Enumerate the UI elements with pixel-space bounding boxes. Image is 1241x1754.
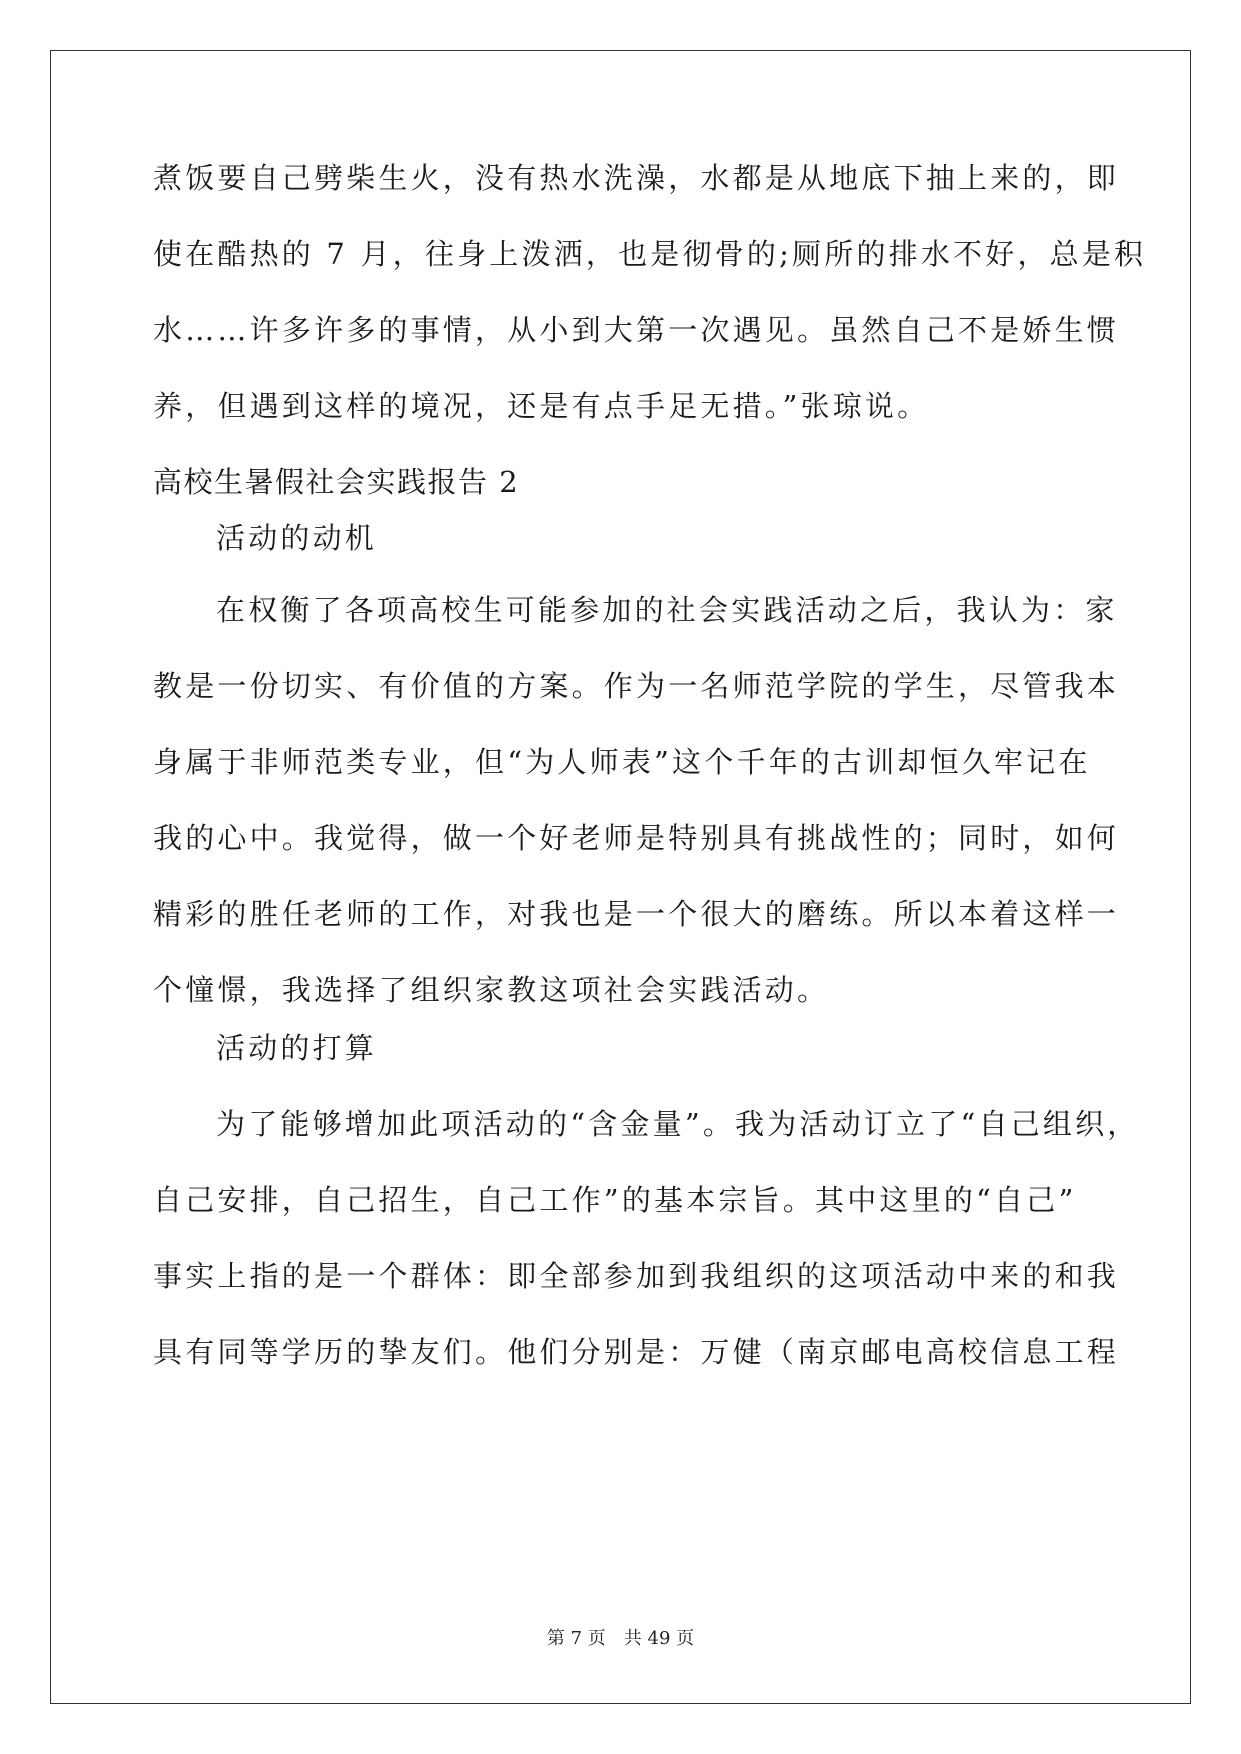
paragraph-line: 我的心中。我觉得，做一个好老师是特别具有挑战性的；同时，如何 xyxy=(153,821,1120,855)
paragraph-line: 精彩的胜任老师的工作，对我也是一个很大的磨练。所以本着这样一 xyxy=(153,897,1120,931)
paragraph-line: 使在酷热的 7 月，往身上泼洒，也是彻骨的;厕所的排水不好，总是积 xyxy=(153,237,1147,271)
section-subheading: 活动的打算 xyxy=(216,1031,378,1065)
paragraph-line: 在权衡了各项高校生可能参加的社会实践活动之后，我认为：家 xyxy=(216,593,1118,627)
paragraph-line: 自己安排，自己招生，自己工作”的基本宗旨。其中这里的“自己” xyxy=(153,1183,1077,1217)
paragraph-line: 具有同等学历的挚友们。他们分别是：万健（南京邮电高校信息工程 xyxy=(153,1335,1120,1369)
page-border xyxy=(50,50,1191,1704)
page-number: 第 7 页 共 49 页 xyxy=(546,1628,695,1649)
section-subheading: 活动的动机 xyxy=(216,521,378,555)
paragraph-line: 为了能够增加此项活动的“含金量”。我为活动订立了“自己组织， xyxy=(216,1107,1140,1141)
paragraph-line: 水……许多许多的事情，从小到大第一次遇见。虽然自己不是娇生惯 xyxy=(153,313,1120,347)
paragraph-line: 煮饭要自己劈柴生火，没有热水洗澡，水都是从地底下抽上来的，即 xyxy=(153,161,1120,195)
section-title: 高校生暑假社会实践报告 2 xyxy=(153,465,520,499)
paragraph-line: 教是一份切实、有价值的方案。作为一名师范学院的学生，尽管我本 xyxy=(153,669,1120,703)
paragraph-line: 养，但遇到这样的境况，还是有点手足无措。”张琼说。 xyxy=(153,389,930,423)
paragraph-line: 身属于非师范类专业，但“为人师表”这个千年的古训却恒久牢记在 xyxy=(153,745,1091,779)
paragraph-line: 个憧憬，我选择了组织家教这项社会实践活动。 xyxy=(153,973,830,1007)
paragraph-line: 事实上指的是一个群体：即全部参加到我组织的这项活动中来的和我 xyxy=(153,1259,1120,1293)
